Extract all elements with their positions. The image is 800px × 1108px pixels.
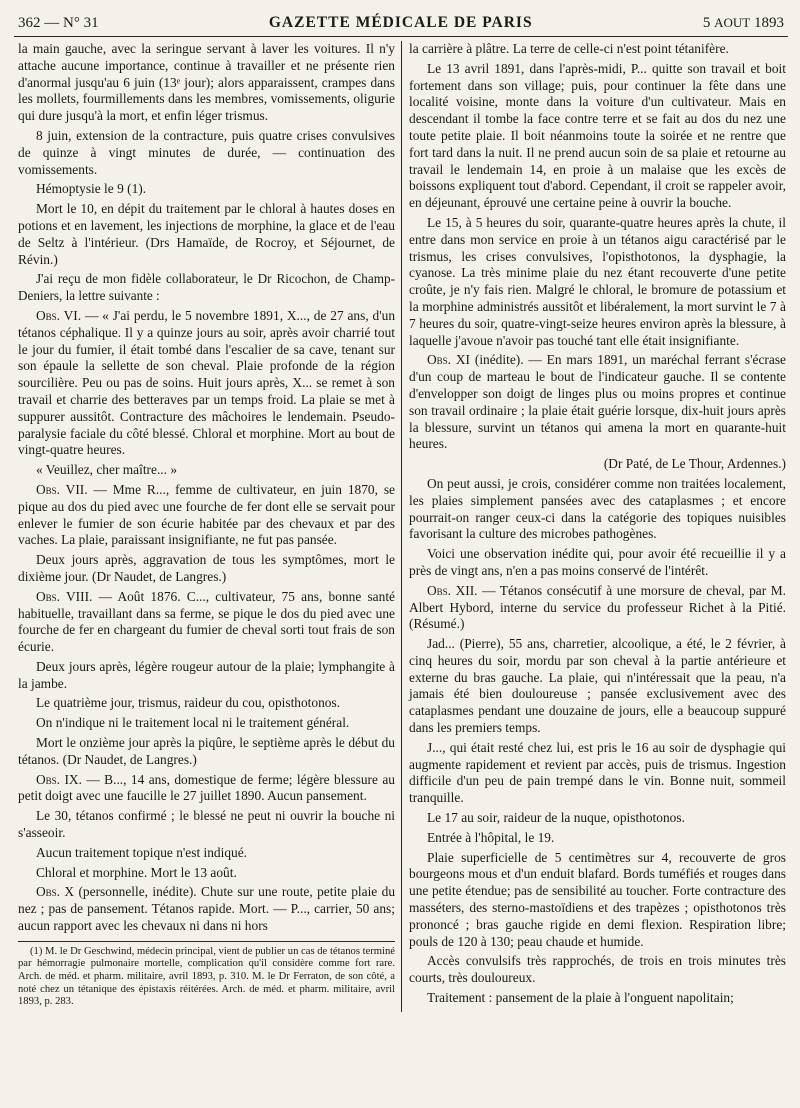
- observation-text: — « J'ai perdu, le 5 novembre 1891, X..., de 27 ans, d'un tétanos céphalique. Il y a quinze jours au soir, après avoir charrié tout le jour du fumier, il était tombé dans l'escalier de sa cave, tenant sur son épaule la sellette de son cheval. Plaie profonde de la région sourcilière. Peu ou pas de soins. Huit jours après, X... se remet à son travail et charrie des betteraves par un temps froid. La plaie se met à suppurer aussitôt. Contracture des mâchoires le lendemain. Pseudo-paralysie faciale du côté blessé. Chloral et morphine. Mort au bout de vingt-quatre heures.: [18, 307, 396, 458]
- footnote: (1) M. le Dr Geschwind, médecin principal, vient de publier un cas de tétanos terminé par hémorragie pulmonaire mortelle, complication qu'il considère comme fort rare. Arch. de méd. et pharm. militaire, avril 1893, p. 310. M. le Dr Ferraton, de son côté, a noté chez un tétanique des épistaxis réitérées. Arch. de méd. et pharm. militaire, avril 1893, p. 283.: [18, 945, 395, 1008]
- observation-label: Obs. VIII.: [36, 588, 93, 604]
- observation-text: (inédite). — En mars 1891, un maréchal ferrant s'écrase d'un coup de marteau le bout de l'indicateur gauche. Il se contente d'envelopper son doigt de linges plus ou moins propres et continue son travail ordinaire ; la plaie était guérie lorsque, dix-huit jours après la blessure, survint un tétanos qui amena la mort en quarante-huit heures.: [409, 352, 786, 452]
- paragraph: Le 15, à 5 heures du soir, quarante-quatre heures après la chute, il entre dans mon service en proie à un tétanos aigu caractérisé par le trismus, les crises convulsives, l'opisthotonos, la dysphagie, la cyanose. La très minime plaie du nez étant recouverte d'une petite croûte, je n'y fais rien. Malgré le chloral, le bromure de potassium et la morphine administrés aussitôt et libéralement, la mort survint le 7 à 7 heures du soir, quatre-vingt-seize heures environ après la blessure, à laquelle j'avoue n'avoir pas touché tant elle était insignifiante.: [409, 214, 786, 348]
- paragraph: 8 juin, extension de la contracture, puis quatre crises convulsives de quinze à vingt minutes de durée, — continuation des vomissements.: [18, 127, 395, 177]
- issue-date: [703, 15, 784, 32]
- paragraph: « Veuillez, cher maître... »: [36, 462, 178, 478]
- signature: (Dr Paté, de Le Thour, Ardennes.): [603, 456, 786, 472]
- text-columns: [14, 41, 788, 1012]
- date-day: 5: [702, 15, 711, 31]
- observation-8: [18, 589, 395, 656]
- observation-9: [18, 772, 395, 806]
- page-number: 362 — N° 31: [18, 15, 99, 31]
- running-header: [14, 12, 788, 37]
- footnotes: [18, 941, 395, 1009]
- paragraph: J'ai reçu de mon fidèle collaborateur, le Dr Ricochon, de Champ-Deniers, la lettre suivante :: [18, 271, 395, 304]
- paragraph: Aucun traitement topique n'est indiqué.: [36, 844, 248, 860]
- paragraph: Plaie superficielle de 5 centimètres sur 4, recouverte de gros bourgeons mous et d'un enduit blafard. Bords tuméfiés et rouges dans une petite étendue; pas de sensibilité au toucher. Forte contracture des masséters, des sterno-mastoïdiens et des trapèzes ; opisthotonos très prononcé ; bras gauche rigide en demi flexion. Respiration libre; pouls de 120 à 130; peau chaude et humide.: [409, 849, 786, 949]
- paragraph: Chloral et morphine. Mort le 13 août.: [36, 864, 237, 880]
- observation-label: Obs. VII.: [36, 481, 88, 497]
- paragraph: Mort le 10, en dépit du traitement par le chloral à hautes doses en potions et en lavement, les injections de morphine, la glace et de l'eau de Seltz à l'intérieur. (Drs Hamaïde, de Rocroy, et Séjournet, de Révin.): [18, 201, 395, 267]
- paragraph: Deux jours après, aggravation de tous les symptômes, mort le dixième jour. (Dr Naudet, de Langres.): [18, 552, 395, 584]
- paragraph: On n'indique ni le traitement local ni le traitement général.: [36, 715, 350, 731]
- date-month: AOUT: [714, 15, 751, 30]
- paragraph: Accès convulsifs très rapprochés, de trois en trois minutes très courts, très douloureux.: [409, 953, 786, 986]
- left-column: [14, 41, 401, 1012]
- paragraph: Le 30, tétanos confirmé ; le blessé ne peut ni ouvrir la bouche ni s'asseoir.: [18, 808, 395, 841]
- paragraph: Mort le onzième jour après la piqûre, le septième après le début du tétanos. (Dr Naudet, de Langres.): [18, 735, 395, 767]
- paragraph: Deux jours après, légère rougeur autour de la plaie; lymphangite à la jambe.: [18, 658, 395, 691]
- date-year: 1893: [753, 15, 784, 31]
- paragraph: J..., qui était resté chez lui, est pris le 16 au soir de dysphagie qui augmente rapidement et revient par accès, puis de trismus. Ingestion difficile d'un peu de pain trempé dans le vin. Bonne nuit, sommeil tranquille.: [409, 739, 786, 806]
- observation-text: — Tétanos consécutif à une morsure de cheval, par M. Albert Hybord, interne du service du professeur Richet à la Pitié. (Résumé.): [409, 582, 786, 632]
- observation-text: — Mme R..., femme de cultivateur, en juin 1870, se pique au dos du pied avec une fourche de fer dont elle se servait pour enlever le fumier de son écurie habitée par des chevaux et par des vaches. La plaie, paraissant insignifiante, ne fut pas pansée.: [18, 481, 395, 548]
- paragraph: Le 13 avril 1891, dans l'après-midi, P... quitte son travail et boit fortement dans son village; puis, pour continuer la fête dans une localité voisine, monte dans la voiture d'un cultivateur. Mais en descendant il tombe la face contre terre et se fait au dos du nez une toute petite plaie. Il boit néanmoins toute la soirée et ne rentre que fort tard dans la nuit. Il ne prend aucun soin de sa plaie et retourne au travail le lendemain 14, en proie à un malaise que les excès de boissons expliquent tout d'abord. Cependant, il croit se rappeler avoir, en déjeunant, éprouvé une certaine peine à ouvrir la bouche.: [409, 60, 786, 211]
- observation-label: Obs. XII.: [427, 582, 478, 598]
- right-column: [401, 41, 788, 1012]
- observation-text: — Août 1876. C..., cultivateur, 75 ans, bonne santé habituelle, travaillant dans sa ferme, se pique le dos du pied avec une fourche de fer en chargeant du fumier de cheval sorti tout frais de son écurie.: [18, 588, 395, 655]
- paragraph: Traitement : pansement de la plaie à l'onguent napolitain;: [427, 990, 734, 1006]
- observation-label: Obs. VI.: [36, 307, 82, 323]
- journal-title: GAZETTE MÉDICALE DE PARIS: [268, 14, 533, 31]
- observation-10: [18, 884, 395, 934]
- paragraph: la main gauche, avec la seringue servant à laver les voitures. Il n'y attache aucune importance, continue à travailler et ne présente rien d'anormal jusqu'au 6 juin (13ᵉ jour); alors apparaissent, crampes dans les mollets, fourmillements dans les membres, vomissements, oligurie qui dure jusqu'à la mort, et enfin léger trismus.: [18, 41, 395, 124]
- paragraph: la carrière à plâtre. La terre de celle-ci n'est point tétanifère.: [409, 41, 729, 56]
- observation-11: [409, 352, 786, 453]
- observation-label: Obs. X: [36, 884, 75, 900]
- observation-text: (personnelle, inédite). Chute sur une route, petite plaie du nez ; pas de pansement. Tétanos rapide. Mort. — P..., carrier, 50 ans; aucun rapport avec les chevaux ni dans ni hors: [18, 884, 396, 934]
- paragraph: On peut aussi, je crois, considérer comme non traitées localement, les plaies simplement pansées avec des cataplasmes ; et encore pourrait-on ranger ceux-ci dans la catégorie des topiques nuisibles favorisant la culture des microbes pathogènes.: [409, 475, 786, 542]
- paragraph: Le quatrième jour, trismus, raideur du cou, opisthotonos.: [36, 695, 341, 711]
- paragraph: Hémoptysie le 9 (1).: [36, 181, 147, 197]
- observation-label: Obs. XI: [427, 352, 471, 368]
- paragraph: Le 17 au soir, raideur de la nuque, opisthotonos.: [427, 810, 685, 826]
- paragraph: Entrée à l'hôpital, le 19.: [427, 829, 555, 845]
- paragraph: Jad... (Pierre), 55 ans, charretier, alcoolique, a été, le 2 février, à cinq heures du soir, mordu par son cheval à la partie antérieure et externe du bras gauche. La plaie, qui n'intéressait que la peau, n'a jamais été bien douloureuse ; pansée exclusivement avec des cataplasmes pendant une douzaine de jours, elle a beaucoup suppuré dans les premiers temps.: [409, 636, 786, 736]
- observation-6: [18, 308, 395, 459]
- observation-7: [18, 482, 395, 549]
- observation-label: Obs. IX.: [36, 771, 82, 787]
- observation-text: — B..., 14 ans, domestique de ferme; légère blessure au petit doigt avec une faucille le 27 juillet 1890. Aucun pansement.: [18, 771, 395, 804]
- paragraph: Voici une observation inédite qui, pour avoir été recueillie il y a près de vingt ans, n'en a pas moins conservé de l'intérêt.: [409, 546, 786, 578]
- observation-12: [409, 583, 786, 633]
